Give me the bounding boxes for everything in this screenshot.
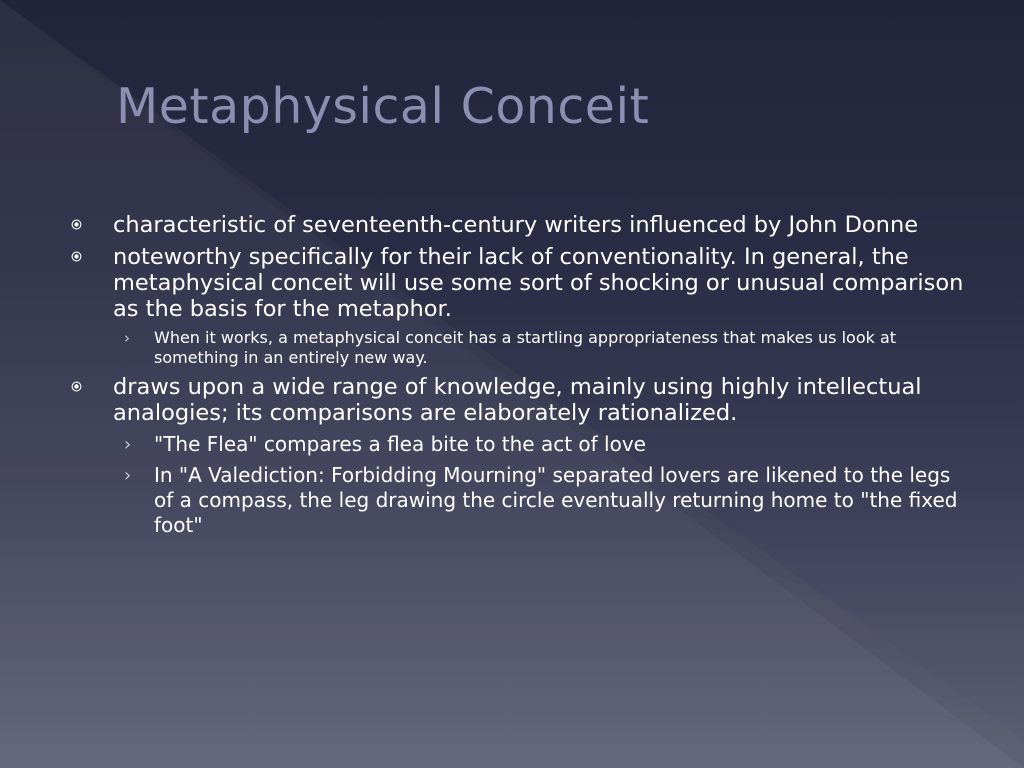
bullet-text: draws upon a wide range of knowledge, mainly using highly intellectual analogies; its comparisons are elaborately rationalized. <box>113 374 922 426</box>
chevron-right-icon: › <box>124 434 132 455</box>
slide-title: Metaphysical Conceit <box>116 78 650 135</box>
bullet-item <box>68 374 968 426</box>
circle-dot-bullet-icon <box>71 219 82 230</box>
sub-bullet-item <box>68 432 968 457</box>
sub-bullet-text: "The Flea" compares a flea bite to the act of love <box>154 432 646 456</box>
sub-bullet-text: When it works, a metaphysical conceit has a startling appropriateness that makes us look at something in an entirely new way. <box>154 328 897 367</box>
sub-bullet-text: In "A Valediction: Forbidding Mourning" separated lovers are likened to the legs of a compass, the leg drawing the circle eventually returning home to "the fixed foot" <box>154 463 958 537</box>
slide-body <box>68 212 968 544</box>
chevron-right-icon: › <box>124 465 132 486</box>
circle-dot-bullet-icon <box>71 381 82 392</box>
bullet-text: noteworthy specifically for their lack of conventionality. In general, the metaphysical conceit will use some sort of shocking or unusual comparison as the basis for the metaphor. <box>113 244 964 322</box>
bullet-item <box>68 244 968 322</box>
sub-bullet-item <box>68 328 968 368</box>
bullet-item <box>68 212 968 238</box>
chevron-right-icon: › <box>124 329 130 347</box>
circle-dot-bullet-icon <box>71 251 82 262</box>
bullet-text: characteristic of seventeenth-century writers influenced by John Donne <box>113 212 919 238</box>
sub-bullet-item <box>68 463 968 538</box>
